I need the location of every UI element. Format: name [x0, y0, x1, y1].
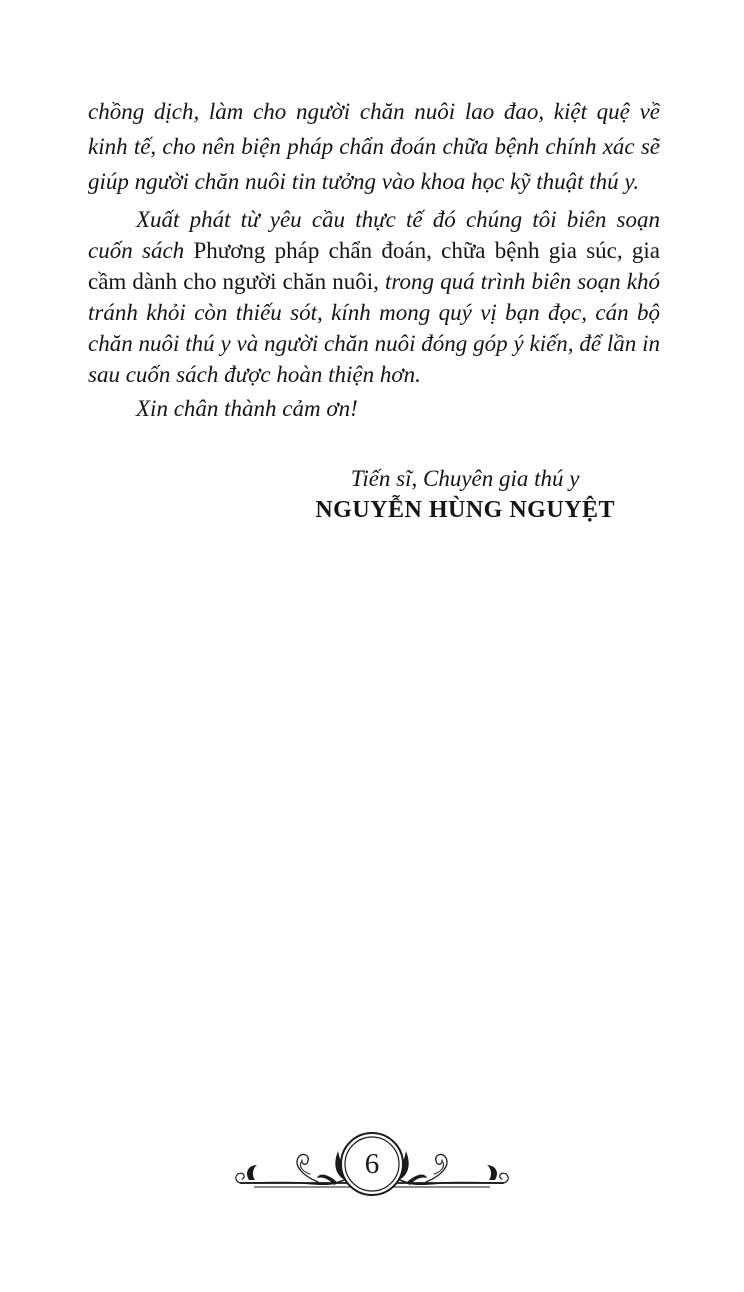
paragraph-lead: Xuất phát từ yêu cầu thực tế đó chúng tôi biên soạn cuốn sách	[88, 207, 660, 263]
paragraph-foreword	[88, 204, 660, 390]
flourish-divider-icon	[232, 1128, 512, 1208]
paragraph-continuation: chồng dịch, làm cho người chăn nuôi lao đao, kiệt quệ về kinh tế, cho nên biện pháp chẩn đoán chữa bệnh chính xác sẽ giúp người chăn nuôi tin tưởng vào khoa học kỹ thuật thú y.	[88, 99, 660, 194]
closing-line: Xin chân thành cảm ơn!	[136, 396, 358, 421]
page-number: 6	[364, 1148, 380, 1180]
paragraph-tail: trong quá trình biên soạn khó tránh khỏi còn thiếu sót, kính mong quý vị bạn đọc, cán bộ chăn nuôi thú y và người chăn nuôi đóng góp ý kiến, để lần in sau cuốn sách được hoàn thiện hơn.	[88, 269, 660, 387]
signature-block	[315, 464, 615, 526]
page-footer	[0, 1128, 744, 1208]
page-text	[88, 94, 660, 526]
signature-name: NGUYỄN HÙNG NGUYỆT	[315, 497, 615, 523]
book-title-inline: Phương pháp chẩn đoán, chữa bệnh gia súc, gia cầm dành cho người chăn nuôi,	[88, 238, 660, 294]
signature-title: Tiến sĩ, Chuyên gia thú y	[350, 466, 580, 491]
